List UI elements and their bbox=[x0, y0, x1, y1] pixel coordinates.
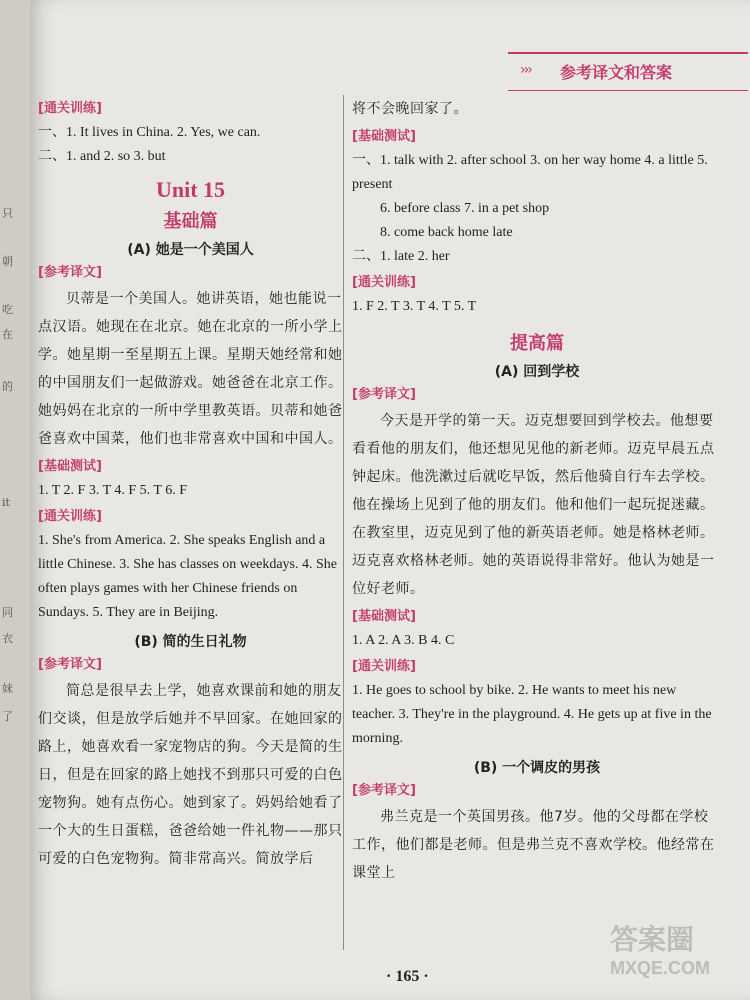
answer-paragraph: 1. He goes to school by bike. 2. He wants to meet his new teacher. 3. They're in the playground. 4. He gets up at five in the morning. bbox=[352, 683, 712, 746]
right-column bbox=[352, 95, 722, 887]
margin-char: 衣 bbox=[2, 632, 13, 645]
answer-line: 二、1. late 2. her bbox=[352, 249, 450, 264]
header-title: 参考译文和答案 bbox=[560, 63, 673, 82]
translation-text: 贝蒂是一个美国人。她讲英语，她也能说一点汉语。她现在在北京。她在北京的一所小学上学。她星期一至星期五上课。星期天她经常和她的中国朋友们一起做游戏。她爸爸在北京工作。她妈妈在北京的一所中学里教英语。贝蒂和她爸爸喜欢中国菜，他们也非常喜欢中国和中国人。 bbox=[38, 291, 343, 447]
section-tag: [基础测试] bbox=[352, 609, 416, 624]
section-tag: [通关训练] bbox=[38, 101, 102, 116]
passage-title: (A) 回到学校 bbox=[494, 364, 580, 380]
section-tag: [通关训练] bbox=[352, 275, 416, 290]
answer-line: 6. before class 7. in a pet shop bbox=[380, 201, 550, 216]
margin-char: 的 bbox=[2, 380, 13, 393]
page-number: · 165 · bbox=[386, 968, 429, 985]
left-column bbox=[38, 95, 343, 873]
watermark-url: MXQE.COM bbox=[610, 958, 711, 978]
margin-char: it bbox=[2, 496, 10, 509]
section-tag: [通关训练] bbox=[352, 659, 416, 674]
page-header bbox=[508, 52, 748, 91]
translation-text: 弗兰克是一个英国男孩。他7岁。他的父母都在学校工作，他们都是老师。但是弗兰克不喜欢学校。他经常在课堂上 bbox=[352, 809, 715, 881]
section-tag: [参考译文] bbox=[38, 657, 102, 672]
answer-line: 1. F 2. T 3. T 4. T 5. T bbox=[352, 299, 477, 314]
column-divider bbox=[343, 95, 344, 950]
translation-text: 今天是开学的第一天。迈克想要回到学校去。他想要看看他的朋友们，他还想见见他的新老师。迈克早晨五点钟起床。他洗漱过后就吃早饭，然后他骑自行车去学校。他在操场上见到了他的朋友们。他和他们一起玩捉迷藏。在教室里，迈克见到了他的新英语老师。她是格林老师。迈克喜欢格林老师。她的英语说得非常好。他认为她是一位好老师。 bbox=[352, 413, 715, 597]
margin-char: 吃 bbox=[2, 303, 13, 316]
passage-title: (B) 简的生日礼物 bbox=[134, 634, 247, 650]
margin-char: 在 bbox=[2, 328, 13, 341]
answer-line: 1. A 2. A 3. B 4. C bbox=[352, 633, 455, 648]
section-title: 基础篇 bbox=[163, 211, 218, 232]
translation-text: 将不会晚回家了。 bbox=[352, 101, 468, 117]
answer-line: 一、1. talk with 2. after school 3. on her way home 4. a little 5. present bbox=[352, 153, 708, 192]
answer-line: 一、1. It lives in China. 2. Yes, we can. bbox=[38, 125, 261, 140]
answer-line: 1. T 2. F 3. T 4. F 5. T 6. F bbox=[38, 483, 187, 498]
section-tag: [基础测试] bbox=[352, 129, 416, 144]
adjacent-page-strip bbox=[0, 0, 30, 1000]
passage-title: (B) 一个调皮的男孩 bbox=[473, 760, 601, 776]
arrow-icon: ››› bbox=[520, 62, 531, 78]
margin-char: 妹 bbox=[2, 682, 13, 695]
watermark-logo bbox=[610, 918, 740, 988]
answer-paragraph: 1. She's from America. 2. She speaks English and a little Chinese. 3. She has classes on weekdays. 4. She often plays games with her Chinese friends on Sundays. 5. They are in Beijing. bbox=[38, 533, 338, 620]
margin-char: 同 bbox=[2, 606, 13, 619]
margin-char: 只 bbox=[2, 207, 13, 220]
answer-page bbox=[30, 0, 750, 1000]
watermark-text: 答案圈 bbox=[610, 923, 695, 956]
answer-line: 二、1. and 2. so 3. but bbox=[38, 149, 166, 164]
section-tag: [参考译文] bbox=[38, 265, 102, 280]
unit-title: Unit 15 bbox=[155, 177, 226, 202]
section-title: 提高篇 bbox=[510, 333, 564, 354]
section-tag: [参考译文] bbox=[352, 783, 416, 798]
section-tag: [参考译文] bbox=[352, 387, 416, 402]
margin-char: 朝 bbox=[2, 255, 13, 268]
section-tag: [基础测试] bbox=[38, 459, 102, 474]
passage-title: (A) 她是一个美国人 bbox=[127, 242, 254, 258]
section-tag: [通关训练] bbox=[38, 509, 102, 524]
translation-text: 简总是很早去上学，她喜欢课前和她的朋友们交谈，但是放学后她并不早回家。在她回家的路上，她喜欢看一家宠物店的狗。今天是简的生日，但是在回家的路上她找不到那只可爱的白色宠物狗。她有点伤心。她到家了。妈妈给她看了一个大的生日蛋糕，爸爸给她一件礼物——那只可爱的白色宠物狗。简非常高兴。简放学后 bbox=[38, 683, 343, 867]
margin-char: 了 bbox=[2, 710, 13, 723]
answer-line: 8. come back home late bbox=[380, 225, 513, 240]
